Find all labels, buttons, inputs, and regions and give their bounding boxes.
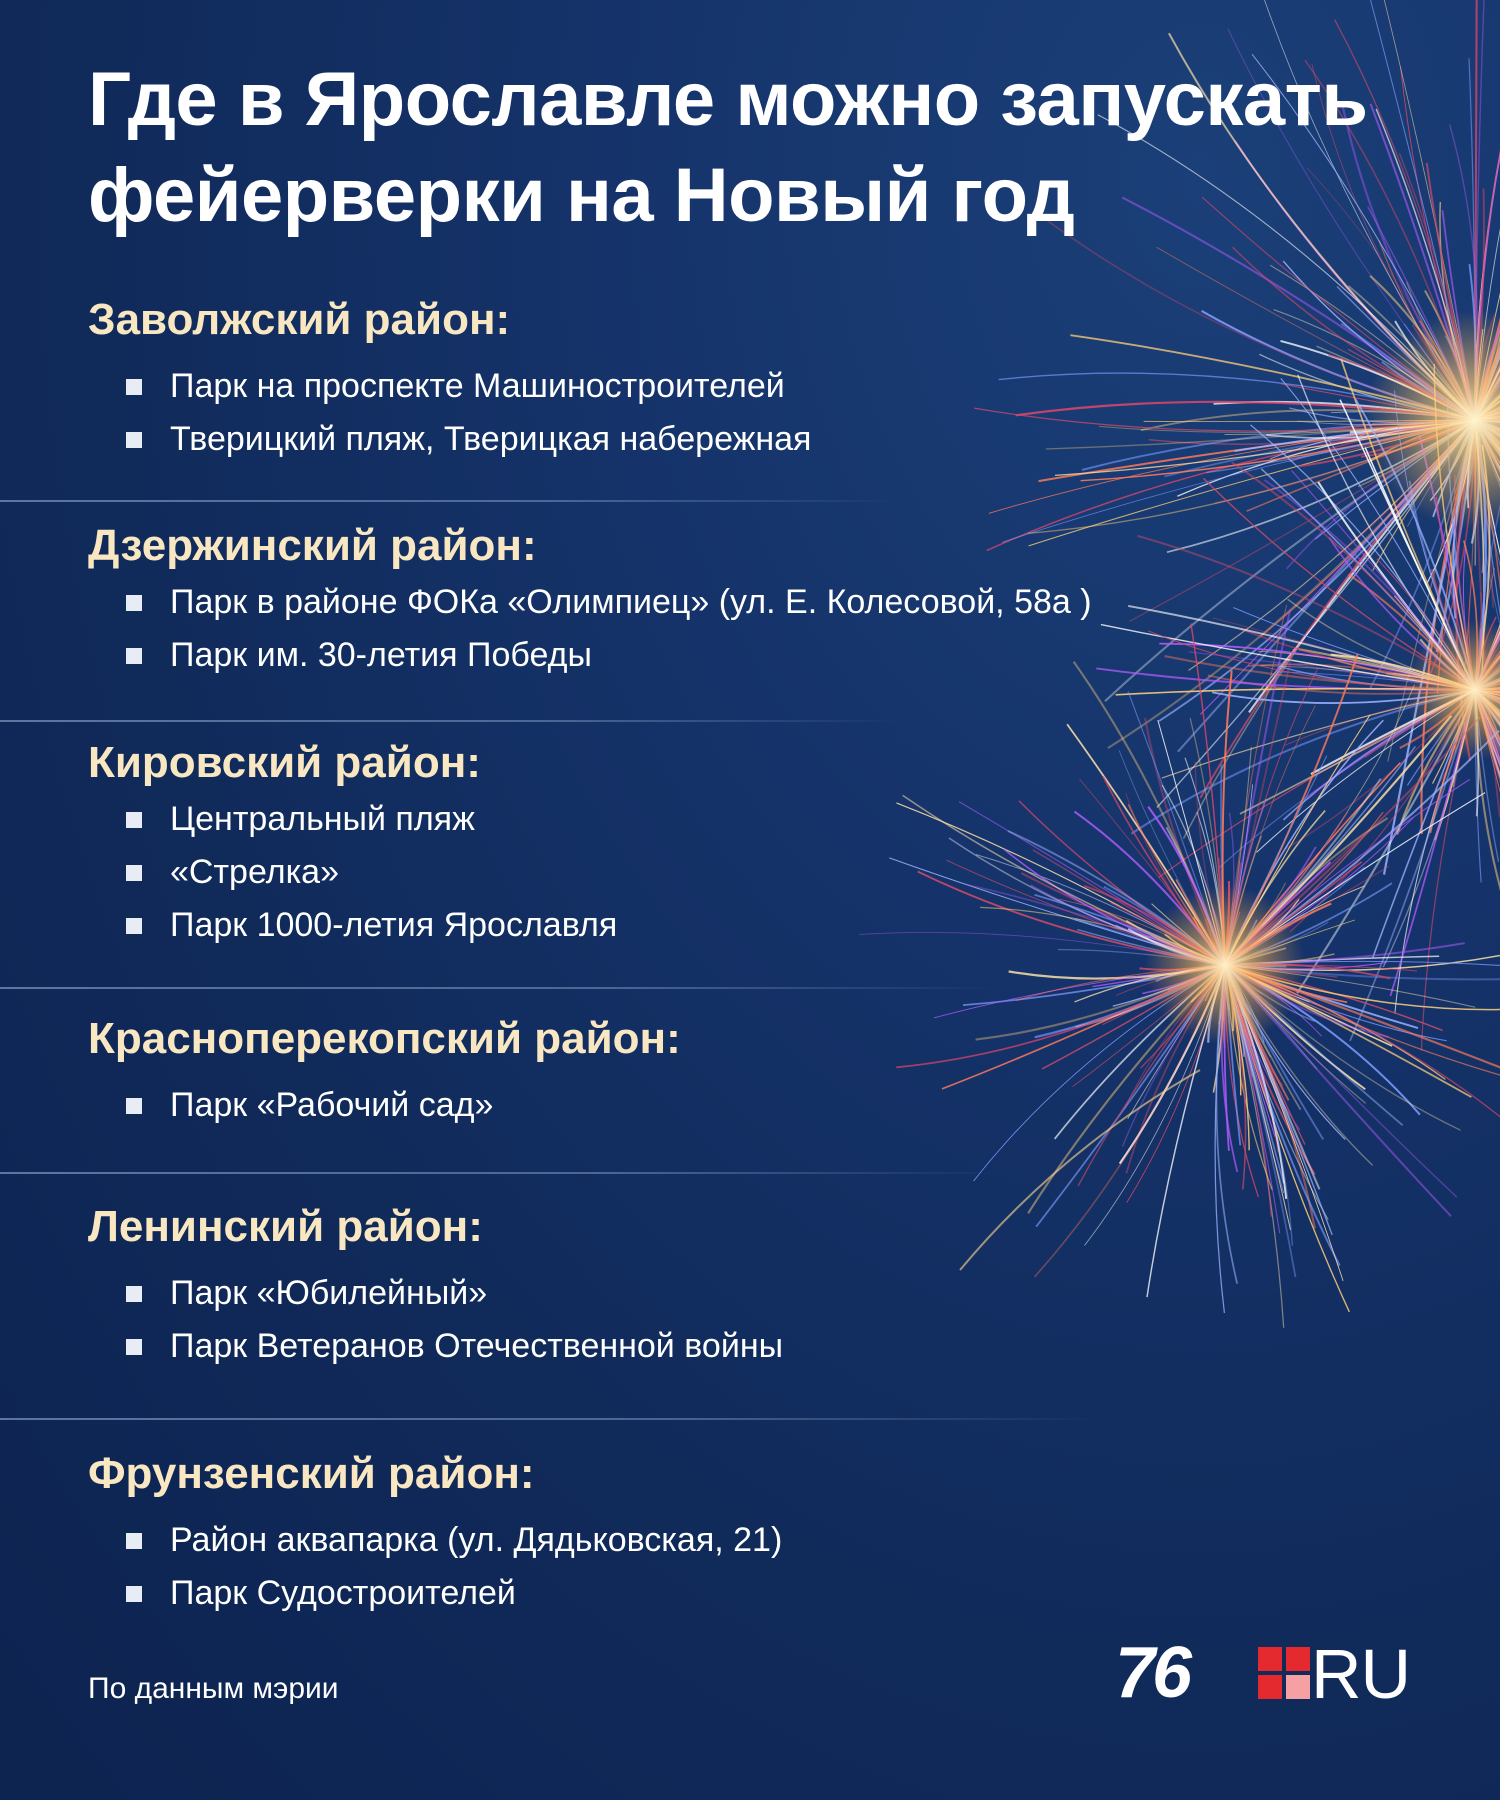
place-name: Парк Судостроителей — [170, 1574, 516, 1612]
list-item — [88, 899, 1188, 952]
place-name: Парк 1000-летия Ярославля — [170, 906, 618, 944]
district-leninsky — [88, 1199, 1188, 1373]
district-heading: Дзержинский район: — [88, 521, 537, 570]
square-bullet-icon — [126, 865, 142, 881]
district-heading: Заволжский район: — [88, 295, 511, 344]
places-list — [88, 1267, 1188, 1373]
list-item — [88, 629, 1188, 682]
place-name: Парк в районе ФОКа «Олимпиец» (ул. Е. Колесовой, 58а ) — [170, 583, 1092, 621]
district-zavolzhsky — [88, 292, 1188, 466]
list-item — [88, 360, 1188, 413]
list-item — [88, 1567, 1188, 1620]
list-item — [88, 846, 1188, 899]
list-item — [88, 793, 1188, 846]
square-bullet-icon — [126, 1586, 142, 1602]
square-bullet-icon — [126, 432, 142, 448]
section-divider — [0, 1418, 1100, 1420]
square-bullet-icon — [126, 1533, 142, 1549]
places-list — [88, 576, 1188, 682]
square-bullet-icon — [126, 595, 142, 611]
square-bullet-icon — [126, 1286, 142, 1302]
district-heading: Ленинский район: — [88, 1202, 483, 1251]
district-dzerzhinsky — [88, 518, 1188, 682]
firework-glow — [1405, 620, 1500, 760]
place-name: «Стрелка» — [170, 853, 340, 891]
section-divider — [0, 720, 900, 722]
district-krasnoperekopsky — [88, 1011, 1188, 1132]
places-list — [88, 793, 1188, 952]
list-item — [88, 1320, 1188, 1373]
places-list — [88, 1079, 1188, 1132]
district-frunzensky — [88, 1446, 1188, 1620]
list-item — [88, 1079, 1188, 1132]
square-bullet-icon — [126, 379, 142, 395]
place-name: Центральный пляж — [170, 800, 475, 838]
logo-squares-icon — [1258, 1647, 1310, 1699]
square-bullet-icon — [126, 1339, 142, 1355]
square-bullet-icon — [126, 648, 142, 664]
list-item — [88, 1267, 1188, 1320]
place-name: Парк на проспекте Машиностроителей — [170, 367, 785, 405]
list-item — [88, 576, 1188, 629]
places-list — [88, 1514, 1188, 1620]
district-kirovsky — [88, 735, 1188, 952]
district-heading: Красноперекопский район: — [88, 1014, 681, 1063]
place-name: Тверицкий пляж, Тверицкая набережная — [170, 420, 812, 458]
place-name: Парк «Рабочий сад» — [170, 1086, 494, 1124]
section-divider — [0, 1172, 1000, 1174]
logo-suffix: RU — [1311, 1635, 1411, 1713]
district-heading: Кировский район: — [88, 738, 481, 787]
logo-number: 76 — [1115, 1633, 1190, 1713]
place-name: Парк Ветеранов Отечественной войны — [170, 1327, 784, 1365]
source-note: По данным мэрии — [88, 1672, 339, 1705]
list-item — [88, 1514, 1188, 1567]
site-logo — [1115, 1633, 1415, 1713]
page-title: Где в Ярославле можно запускать фейерверки на Новый год — [88, 57, 1368, 238]
place-name: Район аквапарка (ул. Дядьковская, 21) — [170, 1521, 783, 1559]
square-bullet-icon — [126, 1098, 142, 1114]
square-bullet-icon — [126, 918, 142, 934]
places-list — [88, 360, 1188, 466]
list-item — [88, 413, 1188, 466]
square-bullet-icon — [126, 812, 142, 828]
section-divider — [0, 500, 900, 502]
district-heading: Фрунзенский район: — [88, 1449, 535, 1498]
place-name: Парк «Юбилейный» — [170, 1274, 488, 1312]
place-name: Парк им. 30-летия Победы — [170, 636, 592, 674]
section-divider — [0, 987, 1000, 989]
